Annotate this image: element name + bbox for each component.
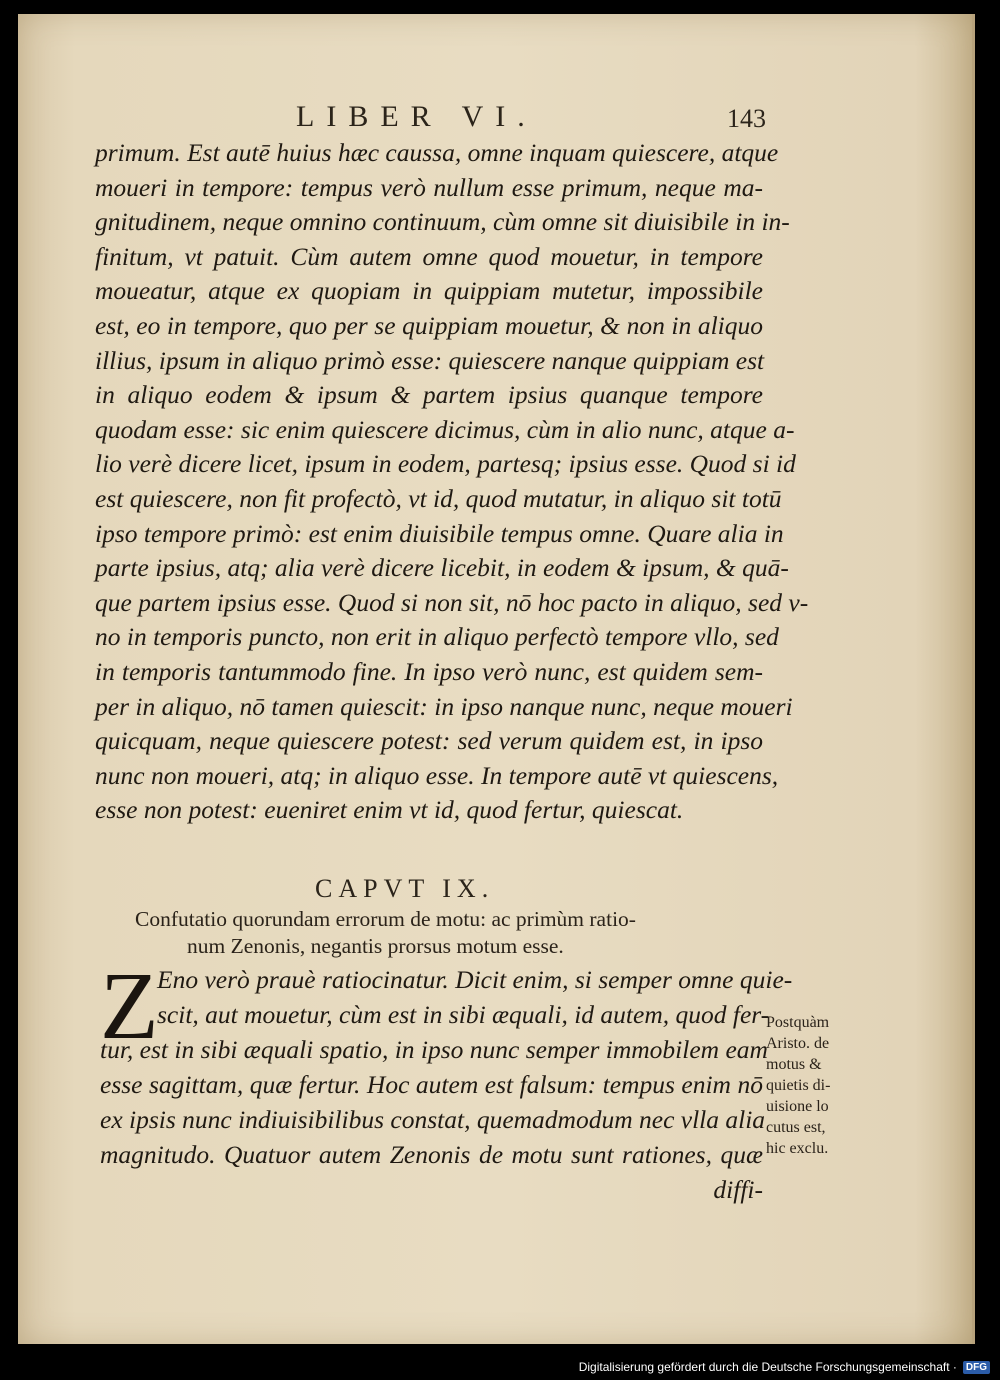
running-title: LIBER VI. [296, 100, 537, 133]
text-line: que partem ipsius esse. Quod si non sit, nō hoc pacto in aliquo, sed v- [95, 587, 809, 617]
text-line: moueatur, atque ex quopiam in quippiam mutetur, impossibile [95, 276, 763, 306]
chapter-summary [135, 906, 763, 960]
text-line: finitum, vt patuit. Cùm autem omne quod mouetur, in tempore [95, 241, 763, 271]
footer-text: Digitalisierung gefördert durch die Deutsche Forschungsgemeinschaft · [578, 1360, 957, 1374]
marginal-note [766, 1012, 876, 1159]
text-line: per in aliquo, nō tamen quiescit: in ipso nanque nunc, neque moueri [95, 691, 793, 721]
text-line: no in temporis puncto, non erit in aliquo perfectò tempore vllo, sed [95, 622, 779, 652]
text-line: esse non potest: eueniret enim vt id, quod fertur, quiescat. [95, 795, 684, 825]
catchword: diffi- [713, 1175, 763, 1204]
summary-line: Confutatio quorundam errorum de motu: ac primùm ratio- [135, 907, 636, 931]
text-line: quodam esse: sic enim quiescere dicimus, cùm in alio nunc, atque a- [95, 414, 795, 444]
text-line: parte ipsius, atq; alia verè dicere licebit, in eodem & ipsum, & quā- [95, 553, 789, 583]
text-line: tur, est in sibi æquali spatio, in ipso nunc semper immobilem eam [100, 1035, 768, 1064]
text-line: primum. Est autē huius hæc caussa, omne inquam quiescere, atque [95, 138, 779, 167]
text-line: magnitudo. Quatuor autem Zenonis de motu sunt rationes, quæ [100, 1140, 763, 1169]
margin-line: cutus est, [766, 1119, 826, 1136]
drop-cap: Z [100, 952, 159, 1059]
margin-line: Aristo. de [766, 1035, 830, 1052]
summary-line: num Zenonis, negantis prorsus motum esse. [187, 934, 564, 958]
text-line: ex ipsis nunc indiuisibilibus constat, quemadmodum nec vlla alia [100, 1105, 766, 1134]
text-line: gnitudinem, neque omnino continuum, cùm omne sit diuisibile in in- [95, 207, 790, 237]
chapter-heading: CAPVT IX. [315, 874, 495, 903]
paragraph-zeno [100, 962, 793, 1207]
text-line: Eno verò prauè ratiocinatur. Dicit enim, si semper omne quie- [157, 965, 793, 994]
funding-footer [579, 1360, 990, 1374]
margin-line: uisione lo [766, 1098, 829, 1115]
margin-line: quietis di- [766, 1077, 831, 1094]
main-text-block [95, 136, 809, 828]
text-line: scit, aut mouetur, cùm est in sibi æquali, id autem, quod fer- [157, 1000, 770, 1029]
text-line: in aliquo eodem & ipsum & partem ipsius quanque tempore [95, 380, 763, 410]
text-line: est quiescere, non fit profectò, vt id, quod mutatur, in aliquo sit totū [95, 483, 782, 513]
text-line: esse sagittam, quæ fertur. Hoc autem est falsum: tempus enim nō [100, 1070, 763, 1099]
text-line: ipso tempore primò: est enim diuisibile tempus omne. Quare alia in [95, 518, 784, 548]
margin-line: hic exclu. [766, 1140, 829, 1157]
text-line: quicquam, neque quiescere potest: sed verum quidem est, in ipso [95, 726, 763, 756]
text-line: lio verè dicere licet, ipsum in eodem, partesq; ipsius esse. Quod si id [95, 449, 796, 479]
dfg-logo-icon: DFG [963, 1361, 990, 1374]
page-number: 143 [727, 104, 766, 133]
text-line: illius, ipsum in aliquo primò esse: quiescere nanque quippiam est [95, 345, 765, 375]
text-line: in temporis tantummodo fine. In ipso verò nunc, est quidem sem- [95, 656, 763, 686]
text-line: nunc non moueri, atq; in aliquo esse. In tempore autē vt quiescens, [95, 760, 779, 790]
margin-line: Postquàm [766, 1014, 830, 1031]
text-line: est, eo in tempore, quo per se quippiam mouetur, & non in aliquo [95, 310, 763, 340]
margin-line: motus & [766, 1056, 822, 1073]
text-line: moueri in tempore: tempus verò nullum esse primum, neque ma- [95, 172, 763, 202]
running-head [296, 100, 766, 140]
